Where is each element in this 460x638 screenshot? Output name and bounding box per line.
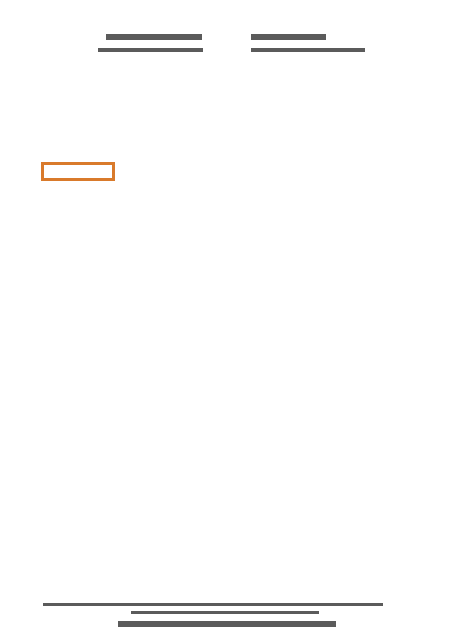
- footer-line-3-bar: [118, 621, 336, 627]
- header-left-underline-bar: [98, 48, 203, 52]
- header-right-title-bar: [251, 34, 326, 40]
- highlighted-target-box[interactable]: [41, 162, 115, 181]
- header-right-underline-bar: [251, 48, 365, 52]
- footer-line-2-bar: [131, 611, 319, 614]
- footer-line-1-bar: [43, 603, 383, 606]
- header-left-title-bar: [106, 34, 202, 40]
